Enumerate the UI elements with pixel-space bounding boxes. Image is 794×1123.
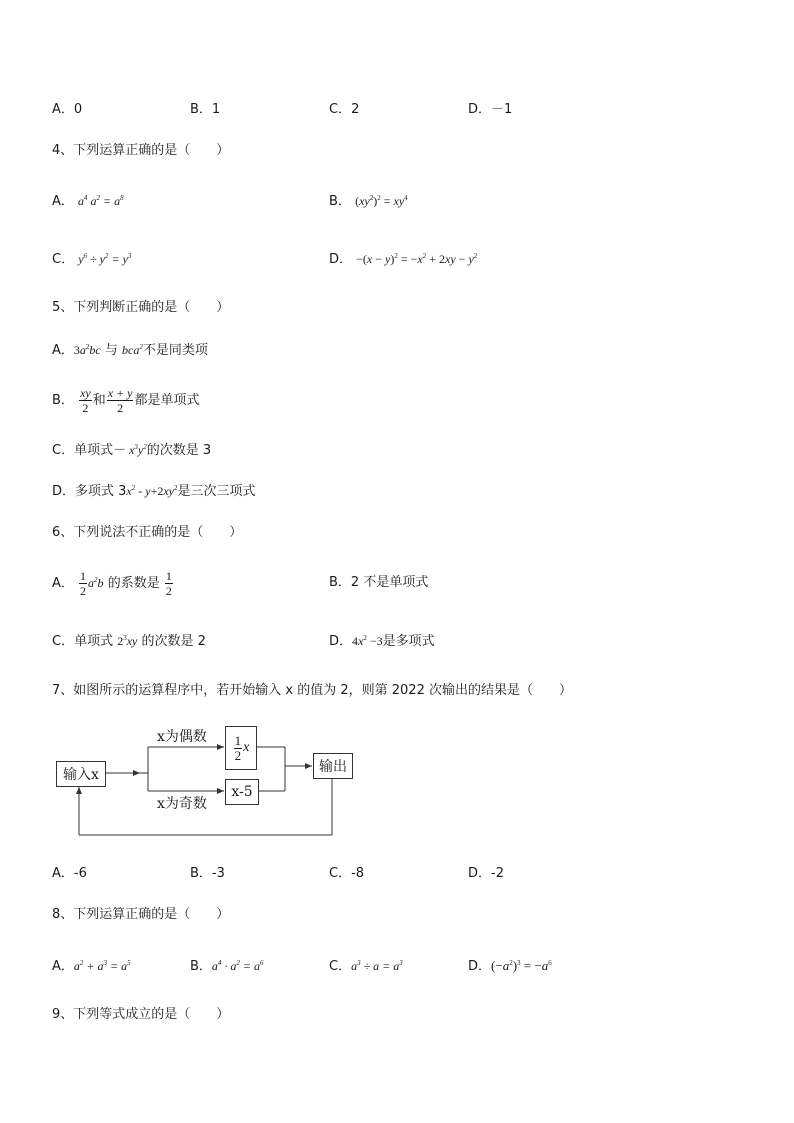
- q6-stem: 6、下列说法不正确的是（ ）: [52, 525, 243, 540]
- q6-option-b: B．2 不是单项式: [329, 575, 429, 590]
- q5-option-c: C．单项式－ $x^3y^2$的次数是 3: [52, 443, 212, 458]
- q7-option-c: C．-8: [329, 866, 365, 881]
- q7-option-b: B．-3: [190, 866, 225, 881]
- q9-stem: 9、下列等式成立的是（ ）: [52, 1007, 230, 1022]
- odd-branch-label: x为奇数: [157, 796, 207, 812]
- q6-option-c: C．单项式 $2^3xy$ 的次数是 2: [52, 634, 206, 649]
- even-branch-label: x为偶数: [157, 729, 207, 745]
- q4-option-b: B． $(xy^2)^2 = xy^4$: [329, 194, 408, 209]
- q3-option-b: B．1: [190, 102, 221, 117]
- q7-stem: 7、如图所示的运算程序中，若开始输入 x 的值为 2，则第 2022 次输出的结果是（ ）: [52, 683, 572, 698]
- q3-option-d: D．－1: [468, 102, 513, 117]
- q6-option-a: A． $\frac{1}{2}$ $a^2b$ 的系数是 $\frac{1}{2}$: [52, 569, 172, 598]
- q4-stem: 4、下列运算正确的是（ ）: [52, 143, 230, 158]
- q7-option-a: A．-6: [52, 866, 87, 881]
- x-minus-5-box: x-5: [225, 779, 259, 805]
- q4-option-c: C． $y^6 \div y^2 = y^3$: [52, 252, 132, 267]
- q4-option-d: D． $-(x - y)^2 = -x^2 + 2xy - y^2$: [329, 252, 478, 267]
- q8-stem: 8、下列运算正确的是（ ）: [52, 907, 230, 922]
- q8-option-a: A．$a^2 + a^3 = a^5$: [52, 959, 131, 974]
- q8-option-c: C．$a^3 \div a = a^3$: [329, 959, 403, 974]
- q5-option-d: D．多项式 $3x^2 - y+2xy^2$是三次三项式: [52, 484, 256, 499]
- q8-option-b: B．$a^4 \cdot a^2 = a^6$: [190, 959, 264, 974]
- q4-option-a: A． $a^4$ $a^2 = a^8$: [52, 194, 124, 209]
- output-box: 输出: [313, 753, 353, 779]
- q7-option-d: D．-2: [468, 866, 504, 881]
- input-x-box: 输入x: [56, 761, 106, 787]
- q3-option-a: A．0: [52, 102, 83, 117]
- q6-option-d: D．$4x^2 -3$是多项式: [329, 634, 435, 649]
- q5-option-b: B． $\frac{xy}{2}$ 和 $\frac{x + y}{2}$ 都是单项式: [52, 386, 200, 415]
- half-x-box: $\frac{1}{2}$ x: [225, 726, 257, 770]
- q5-stem: 5、下列判断正确的是（ ）: [52, 300, 230, 315]
- q8-option-d: D．$(-a^2)^3 = -a^6$: [468, 958, 552, 974]
- q3-option-c: C．2: [329, 102, 360, 117]
- q5-option-a: A．$3a^2bc$ 与 bca$^2$不是同类项: [52, 343, 208, 358]
